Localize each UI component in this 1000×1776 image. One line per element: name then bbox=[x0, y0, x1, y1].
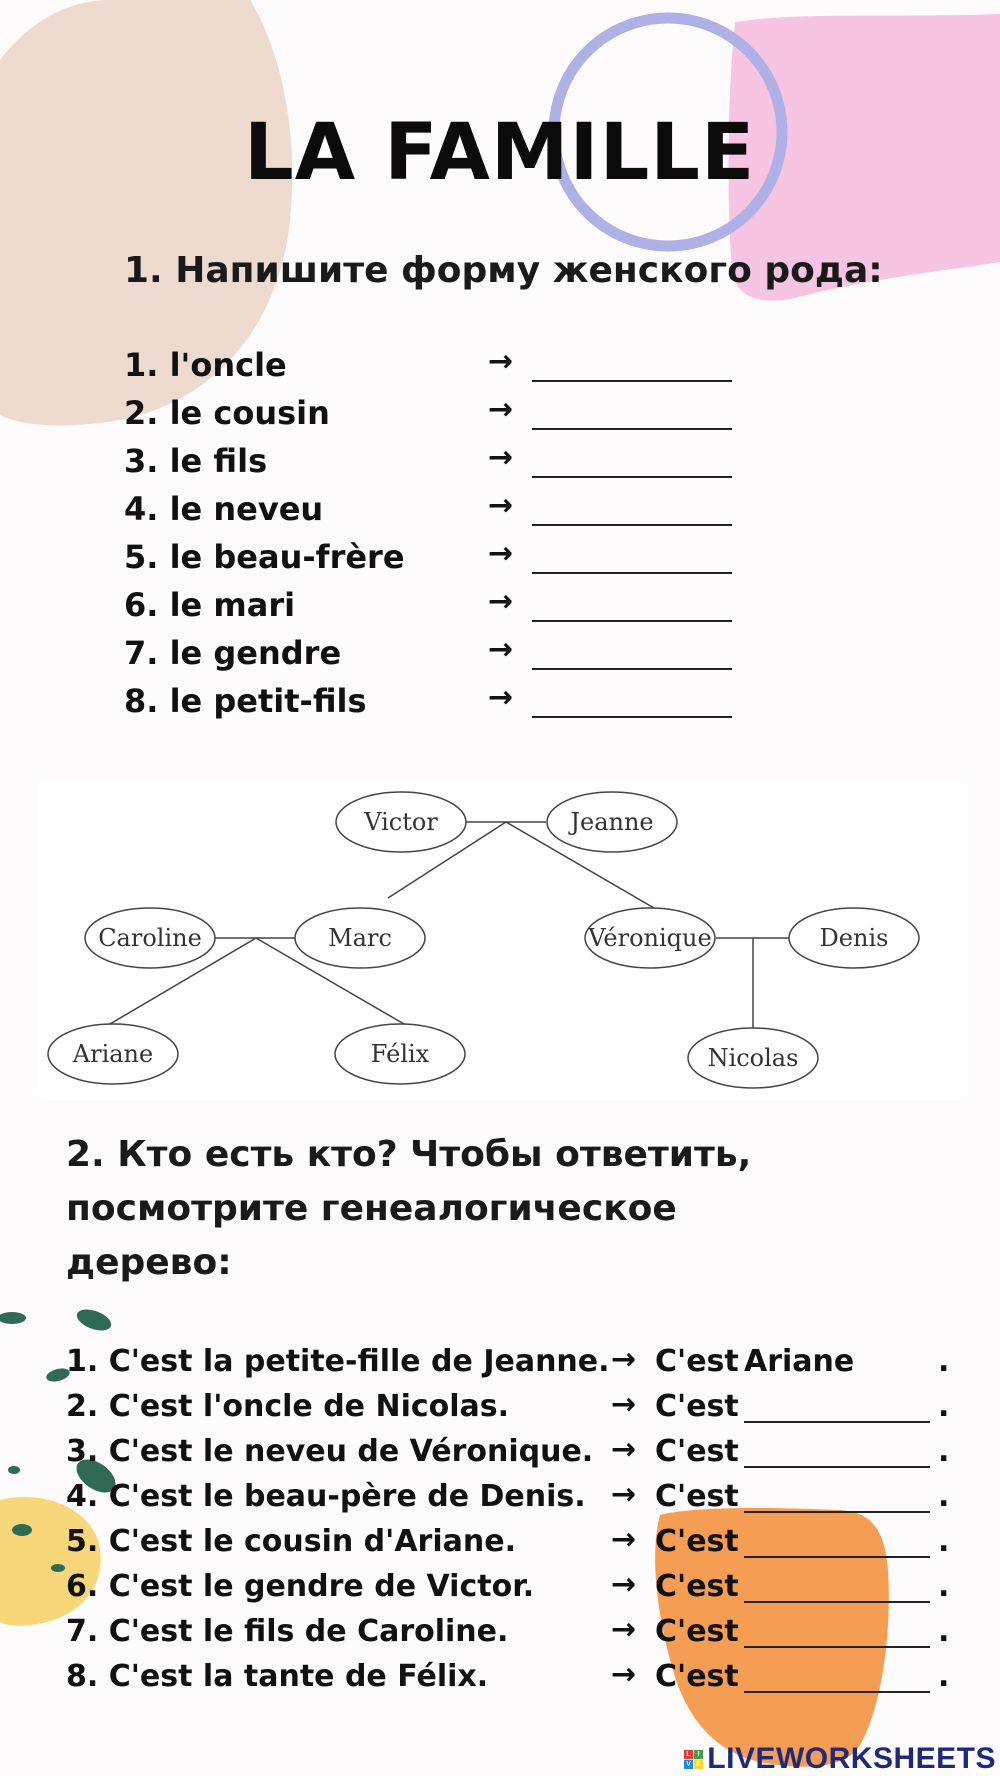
answer-field[interactable]: Ariane bbox=[744, 1344, 855, 1379]
question-text: 2. C'est l'oncle de Nicolas. bbox=[66, 1389, 510, 1424]
answer-blank[interactable] bbox=[744, 1646, 930, 1648]
answer-blank[interactable] bbox=[532, 524, 732, 526]
item-number: 8. bbox=[124, 682, 159, 720]
item-term: le cousin bbox=[169, 394, 330, 432]
answer-blank[interactable] bbox=[532, 620, 732, 622]
answer-blank[interactable] bbox=[532, 716, 732, 718]
question-text: 4. C'est le beau-père de Denis. bbox=[66, 1479, 586, 1514]
arrow-icon: → bbox=[611, 1567, 637, 1602]
item-number: 5. bbox=[124, 538, 159, 576]
arrow-icon: → bbox=[611, 1477, 637, 1512]
arrow-icon: → bbox=[611, 1657, 637, 1692]
list-item bbox=[66, 1569, 966, 1614]
name-felix: Félix bbox=[370, 1040, 430, 1068]
item-number: 7. bbox=[124, 634, 159, 672]
arrow-icon: → bbox=[488, 680, 514, 715]
brand-name: LIVEWORKSHEETS bbox=[707, 1742, 996, 1775]
answer-blank[interactable] bbox=[532, 428, 732, 430]
liveworksheets-brand[interactable] bbox=[684, 1742, 996, 1776]
item-term: le gendre bbox=[169, 634, 342, 672]
item-term: le mari bbox=[169, 586, 296, 624]
cest-label: C'est bbox=[655, 1479, 739, 1514]
list-item bbox=[66, 1524, 966, 1569]
name-veronique: Véronique bbox=[588, 924, 712, 952]
item-number: 6. bbox=[124, 586, 159, 624]
name-marc: Marc bbox=[328, 924, 392, 952]
period: . bbox=[938, 1344, 950, 1379]
list-item bbox=[66, 1344, 966, 1389]
cest-label: C'est bbox=[655, 1344, 739, 1379]
arrow-icon: → bbox=[488, 440, 514, 475]
period: . bbox=[938, 1659, 950, 1694]
arrow-icon: → bbox=[611, 1522, 637, 1557]
arrow-icon: → bbox=[488, 536, 514, 571]
section-2-heading: 2. Кто есть кто? Чтобы ответить, посмотрите генеалогическое дерево: bbox=[66, 1134, 752, 1283]
family-tree-diagram bbox=[38, 780, 962, 1100]
cest-label: C'est bbox=[655, 1434, 739, 1469]
question-text: 5. C'est le cousin d'Ariane. bbox=[66, 1524, 516, 1559]
arrow-icon: → bbox=[488, 392, 514, 427]
item-term: le petit-fils bbox=[169, 682, 367, 720]
cest-label: C'est bbox=[655, 1614, 739, 1649]
item-number: 3. bbox=[124, 442, 159, 480]
arrow-icon: → bbox=[611, 1342, 637, 1377]
cest-label: C'est bbox=[655, 1659, 739, 1694]
cest-label: C'est bbox=[655, 1389, 739, 1424]
answer-blank[interactable] bbox=[532, 380, 732, 382]
period: . bbox=[938, 1569, 950, 1604]
arrow-icon: → bbox=[488, 344, 514, 379]
item-term: le fils bbox=[169, 442, 268, 480]
answer-blank[interactable] bbox=[532, 572, 732, 574]
period: . bbox=[938, 1389, 950, 1424]
item-term: le beau-frère bbox=[169, 538, 405, 576]
arrow-icon: → bbox=[611, 1432, 637, 1467]
who-is-who-list bbox=[66, 1344, 966, 1704]
period: . bbox=[938, 1524, 950, 1559]
question-text: 7. C'est le fils de Caroline. bbox=[66, 1614, 509, 1649]
list-item bbox=[66, 1614, 966, 1659]
name-nicolas: Nicolas bbox=[707, 1044, 799, 1072]
list-item bbox=[66, 1389, 966, 1434]
answer-blank[interactable] bbox=[744, 1421, 930, 1423]
question-text: 3. C'est le neveu de Véronique. bbox=[66, 1434, 594, 1469]
cest-label: C'est bbox=[655, 1569, 739, 1604]
arrow-icon: → bbox=[488, 584, 514, 619]
question-text: 8. C'est la tante de Félix. bbox=[66, 1659, 489, 1694]
answer-blank[interactable] bbox=[744, 1556, 930, 1558]
name-caroline: Caroline bbox=[98, 924, 202, 952]
answer-blank[interactable] bbox=[532, 476, 732, 478]
arrow-icon: → bbox=[488, 632, 514, 667]
name-ariane: Ariane bbox=[72, 1040, 154, 1068]
name-denis: Denis bbox=[819, 924, 889, 952]
answer-blank[interactable] bbox=[744, 1511, 930, 1513]
answer-blank[interactable] bbox=[532, 668, 732, 670]
section-1-heading: 1. Напишите форму женского рода: bbox=[124, 250, 883, 291]
item-term: l'oncle bbox=[169, 346, 287, 384]
period: . bbox=[938, 1614, 950, 1649]
question-text: 1. C'est la petite-fille de Jeanne. bbox=[66, 1344, 610, 1379]
arrow-icon: → bbox=[611, 1387, 637, 1422]
list-item bbox=[66, 1659, 966, 1704]
list-item bbox=[66, 1479, 966, 1524]
question-text: 6. C'est le gendre de Victor. bbox=[66, 1569, 535, 1604]
name-jeanne: Jeanne bbox=[570, 808, 654, 836]
cest-label: C'est bbox=[655, 1524, 739, 1559]
item-number: 1. bbox=[124, 346, 159, 384]
answer-blank[interactable] bbox=[744, 1601, 930, 1603]
period: . bbox=[938, 1434, 950, 1469]
family-tree bbox=[38, 780, 962, 1100]
item-number: 2. bbox=[124, 394, 159, 432]
liveworksheets-logo-icon: L I V E bbox=[686, 1750, 702, 1768]
item-number: 4. bbox=[124, 490, 159, 528]
page-title: LA FAMILLE bbox=[244, 108, 756, 198]
arrow-icon: → bbox=[488, 488, 514, 523]
list-item bbox=[66, 1434, 966, 1479]
period: . bbox=[938, 1479, 950, 1514]
arrow-icon: → bbox=[611, 1612, 637, 1647]
answer-blank[interactable] bbox=[744, 1466, 930, 1468]
item-term: le neveu bbox=[169, 490, 324, 528]
name-victor: Victor bbox=[364, 808, 438, 836]
answer-blank[interactable] bbox=[744, 1691, 930, 1693]
